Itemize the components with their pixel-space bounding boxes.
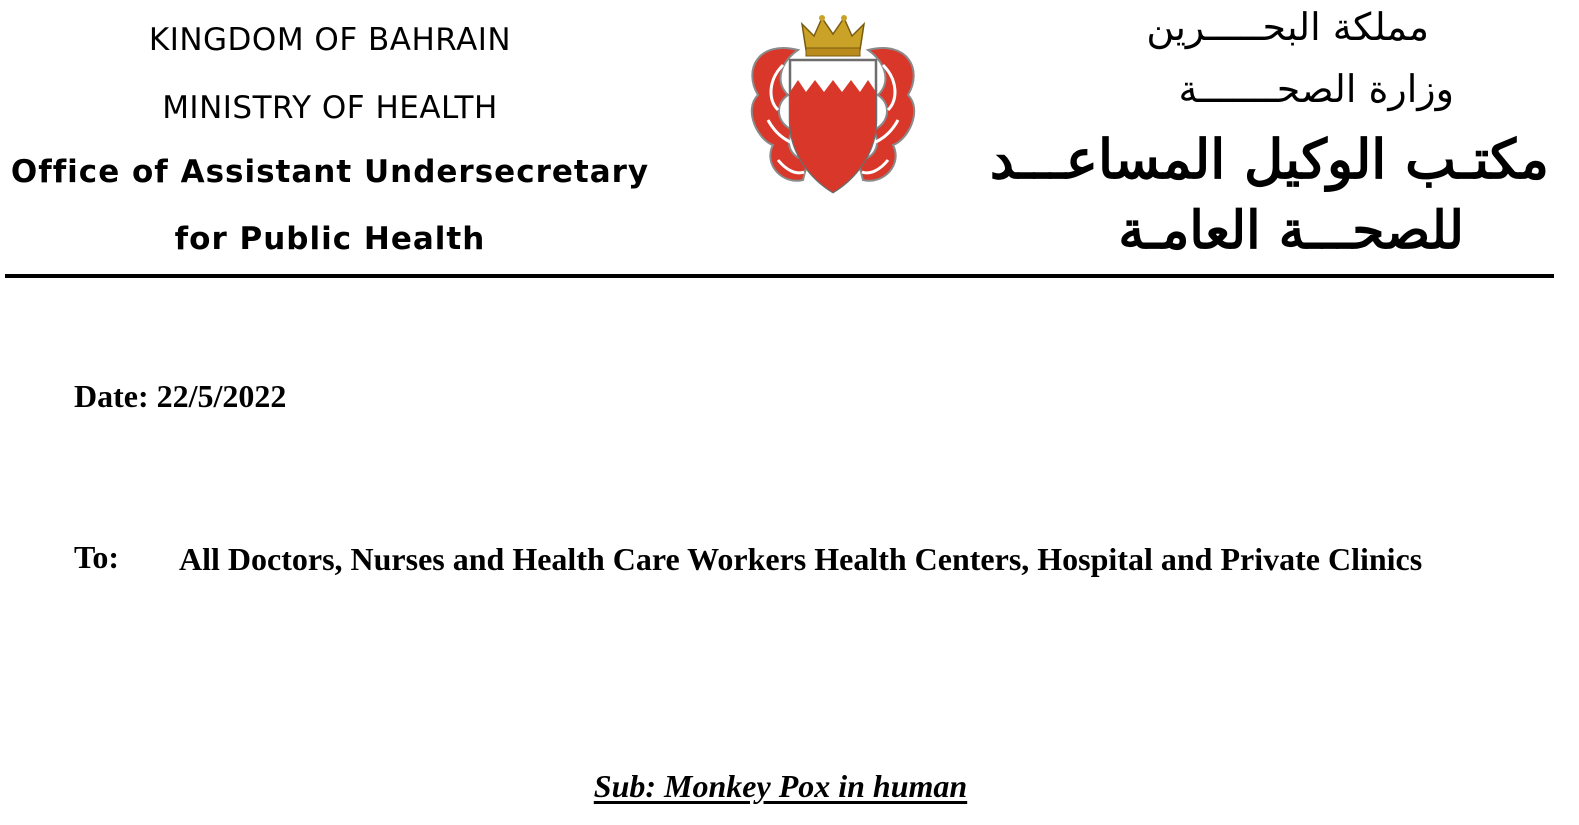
header-arabic-office: مكتـب الوكيل المساعـــد <box>989 127 1549 191</box>
recipient-text: All Doctors, Nurses and Health Care Workers Health Centers, Hospital and Private Clinics <box>179 541 1423 577</box>
date-value: 22/5/2022 <box>156 378 287 414</box>
date-label: Date: <box>74 378 149 414</box>
header-arabic-kingdom: مملكة البحـــــرين <box>1146 5 1429 49</box>
header-arabic-department: للصحـــة العامـة <box>1118 200 1464 261</box>
header-office: Office of Assistant Undersecretary <box>10 154 650 190</box>
recipient-label: To: <box>74 539 120 575</box>
letter-date <box>74 378 286 415</box>
header-divider <box>5 274 1554 278</box>
header-department: for Public Health <box>174 221 486 257</box>
header-arabic-ministry: وزارة الصحـــــــة <box>1178 67 1454 111</box>
header-kingdom: KINGDOM OF BAHRAIN <box>148 22 512 58</box>
letter-subject: Sub: Monkey Pox in human <box>593 768 968 804</box>
header-ministry: MINISTRY OF HEALTH <box>162 90 498 126</box>
bahrain-coat-of-arms-icon <box>738 10 928 200</box>
